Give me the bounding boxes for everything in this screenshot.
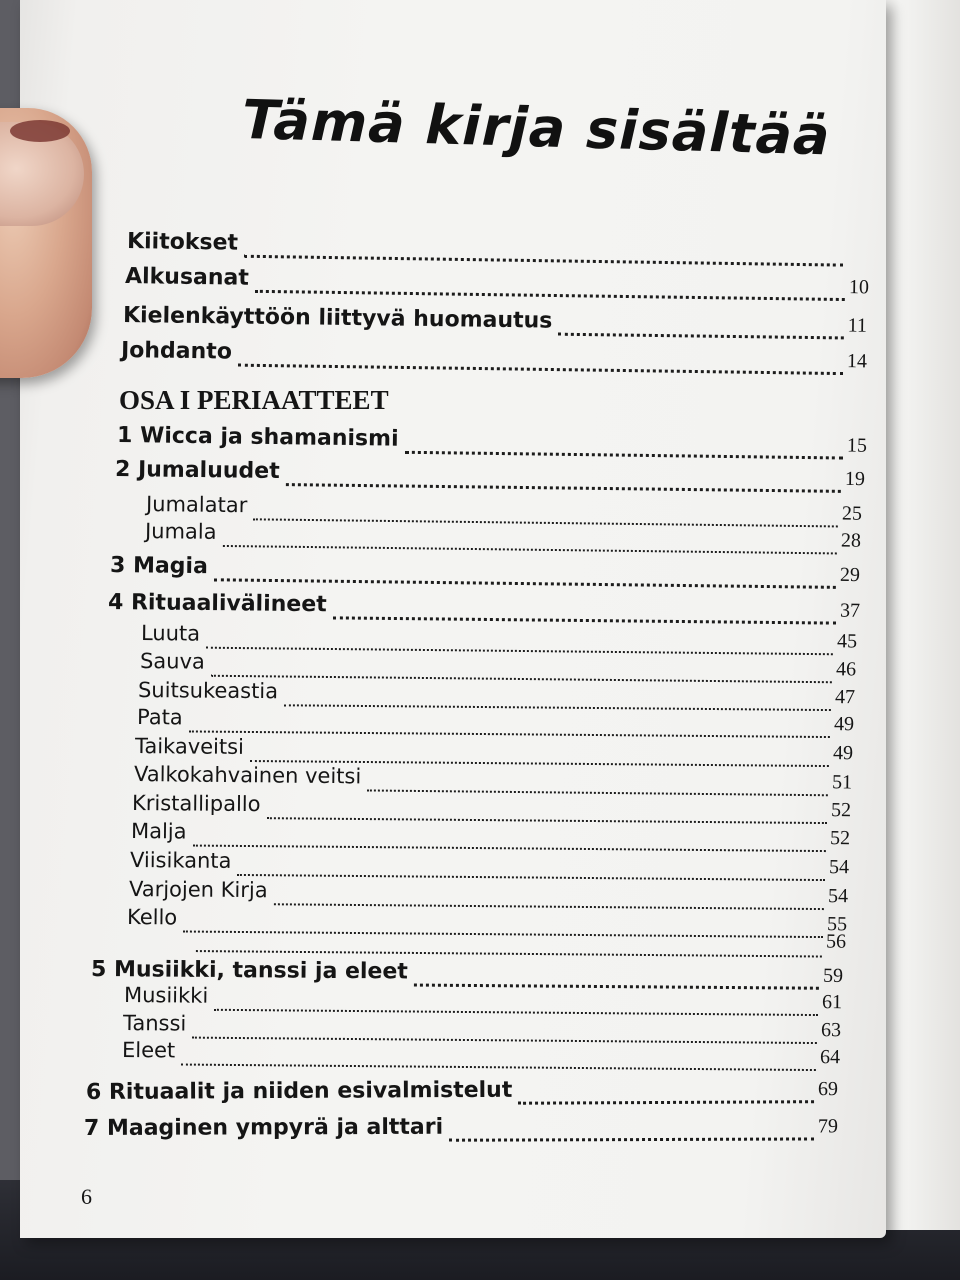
toc-entry-maaginen-ympyra xyxy=(84,1113,838,1150)
toc-page-number: 46 xyxy=(835,658,857,681)
dot-leader xyxy=(196,950,822,957)
toc-entry-label: Musiikki xyxy=(123,983,209,1008)
dot-leader xyxy=(222,545,836,555)
toc-page-number: 25 xyxy=(841,502,863,525)
toc-page-number: 69 xyxy=(817,1078,839,1101)
toc-page-number: 28 xyxy=(840,529,862,552)
toc-entry-label: Varjojen Kirja xyxy=(128,877,268,903)
toc-page-number: 19 xyxy=(844,467,866,491)
toc-entry-label: Tanssi xyxy=(122,1011,187,1036)
toc-entry-label: Valkokahvainen veitsi xyxy=(133,762,362,789)
toc-page-number: 63 xyxy=(820,1019,842,1042)
toc-page-number: 54 xyxy=(827,885,849,908)
toc-entry-label: Viisikanta xyxy=(129,848,232,873)
toc-entry-label: Malja xyxy=(130,819,187,844)
toc-entry-label: 6 Rituaalit ja niiden esivalmistelut xyxy=(85,1077,513,1105)
toc-entry-rituaalit xyxy=(86,1076,838,1114)
toc-entry-label: 7 Maaginen ympyrä ja alttari xyxy=(83,1114,444,1141)
dot-leader xyxy=(449,1137,814,1141)
toc-entry-label: Alkusanat xyxy=(124,264,250,291)
toc-page-number: 61 xyxy=(821,991,843,1014)
toc-page-number: 47 xyxy=(834,686,856,709)
dot-leader xyxy=(558,333,843,340)
toc-entry-label: Kello xyxy=(126,905,178,930)
toc-entry-label: Jumala xyxy=(144,519,217,544)
toc-page-number: 56 xyxy=(825,930,847,953)
toc-entry-label: 2 Jumaluudet xyxy=(114,457,280,485)
toc-entry-eleet xyxy=(122,1038,840,1078)
toc-page-number: 51 xyxy=(831,771,853,794)
toc-entry-label: Kristallipallo xyxy=(131,791,261,817)
toc-page-number: 15 xyxy=(846,434,868,457)
section-heading: OSA I PERIAATTEET xyxy=(119,385,389,415)
toc-page-number: 54 xyxy=(828,856,850,879)
toc-page-number: 55 xyxy=(826,913,848,936)
toc-entry-label: Luuta xyxy=(140,621,201,646)
dot-leader xyxy=(244,255,843,267)
toc-page-number: 45 xyxy=(836,630,858,653)
toc-entry-label: Suitsukeastia xyxy=(137,678,279,704)
toc-entry-label: Jumalatar xyxy=(145,492,248,518)
toc-page-number: 52 xyxy=(830,799,852,822)
toc-page-number: 52 xyxy=(829,827,851,850)
page-title: Tämä kirja sisältää xyxy=(241,88,832,168)
dot-leader xyxy=(286,483,841,493)
toc-entry-label: Kiitokset xyxy=(126,229,239,256)
toc-page-number: 37 xyxy=(839,599,861,622)
toc-page-number: 11 xyxy=(847,314,868,337)
toc-page-number: 59 xyxy=(822,964,844,987)
toc-page-number: 29 xyxy=(839,563,861,587)
toc-entry-label: Kielenkäyttöön liittyvä huomautus xyxy=(122,303,553,334)
dot-leader xyxy=(214,578,836,589)
toc-entry-label: 4 Rituaalivälineet xyxy=(107,590,327,618)
toc-entry-label: 5 Musiikki, tanssi ja eleet xyxy=(90,957,408,985)
dot-leader xyxy=(255,290,845,301)
toc-page-number: 49 xyxy=(833,713,855,736)
toc-entry-label: Eleet xyxy=(121,1038,176,1063)
toc-page-number: 49 xyxy=(832,742,854,765)
dot-leader xyxy=(238,364,843,375)
toc-page-number: 14 xyxy=(846,350,868,373)
toc-entry-label: Pata xyxy=(136,705,183,730)
toc-page-number: 64 xyxy=(819,1046,841,1069)
dot-leader xyxy=(181,1064,816,1072)
dot-leader xyxy=(404,451,842,460)
toc-entry-label: Taikaveitsi xyxy=(134,734,245,759)
toc-page-number: 79 xyxy=(817,1115,839,1138)
toc-entry-label: Sauva xyxy=(139,649,205,674)
nail-tip xyxy=(10,120,70,142)
toc-entry-label: 1 Wicca ja shamanismi xyxy=(116,423,399,452)
toc-entry-label: 3 Magia xyxy=(109,553,209,580)
toc-page-number: 10 xyxy=(848,276,870,299)
page-number-folio: 6 xyxy=(81,1184,92,1209)
dot-leader xyxy=(518,1100,814,1105)
toc-entry-label: Johdanto xyxy=(120,338,233,365)
